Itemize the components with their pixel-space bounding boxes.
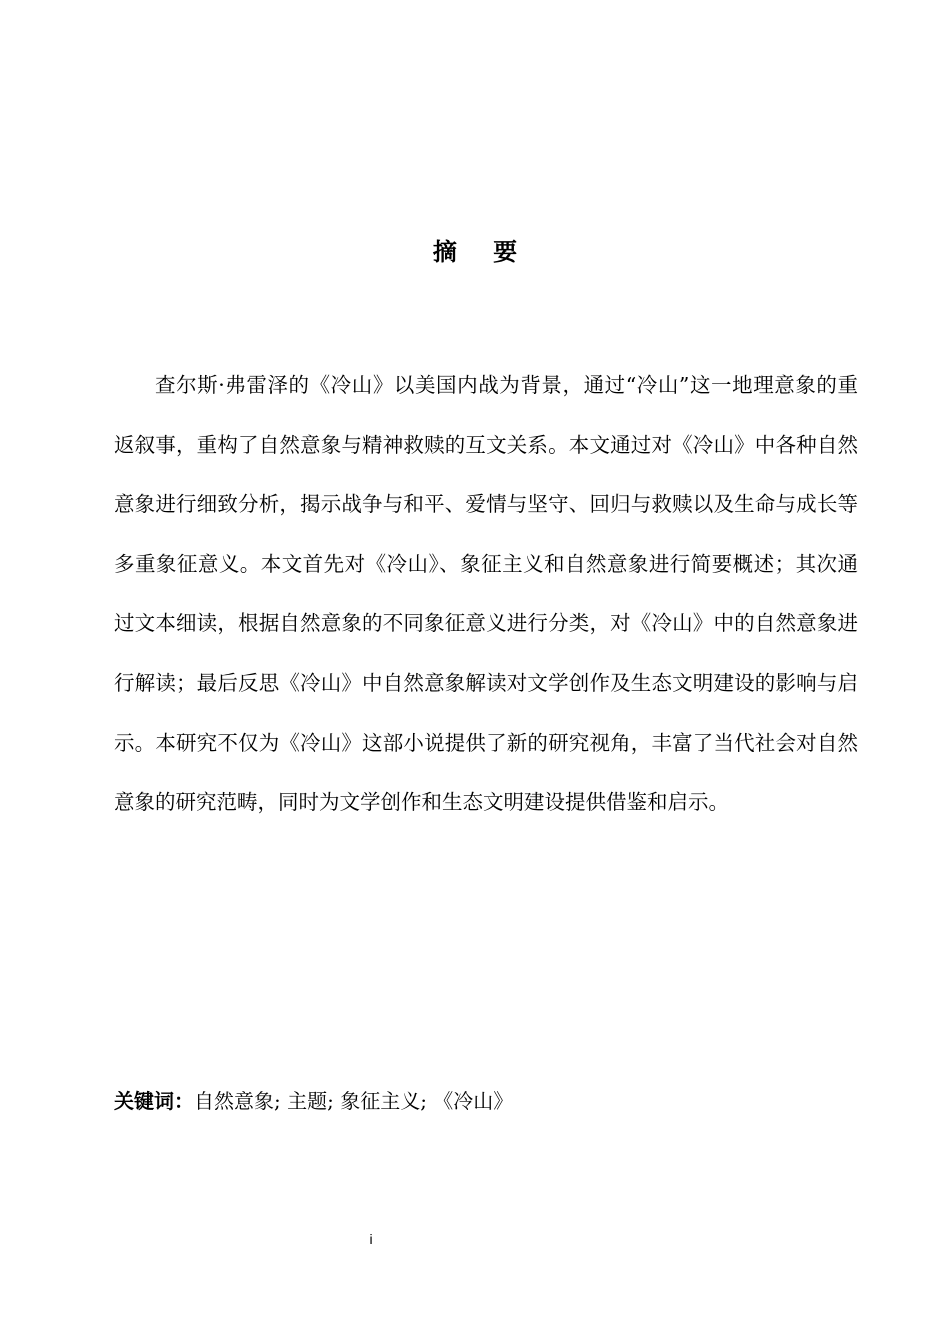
keywords-label: 关键词： bbox=[114, 1089, 194, 1113]
keywords-line bbox=[114, 1087, 513, 1115]
page-title: 摘 要 bbox=[432, 238, 532, 266]
page-number: i bbox=[369, 1231, 373, 1247]
abstract-paragraph: 查尔斯·弗雷泽的《冷山》以美国内战为背景，通过“冷山”这一地理意象的重返叙事，重构了自然意象与精神救赎的互文关系。本文通过对《冷山》中各种自然意象进行细致分析，揭示战争与和平、爱情与坚守、回归与救赎以及生命与成长等多重象征意义。本文首先对《冷山》、象征主义和自然意象进行简要概述；其次通过文本细读，根据自然意象的不同象征意义进行分类，对《冷山》中的自然意象进行解读；最后反思《冷山》中自然意象解读对文学创作及生态文明建设的影响与启示。本研究不仅为《冷山》这部小说提供了新的研究视角，丰富了当代社会对自然意象的研究范畴，同时为文学创作和生态文明建设提供借鉴和启示。 bbox=[114, 373, 858, 815]
keywords-text: 自然意象; 主题; 象征主义; 《冷山》 bbox=[194, 1089, 514, 1113]
